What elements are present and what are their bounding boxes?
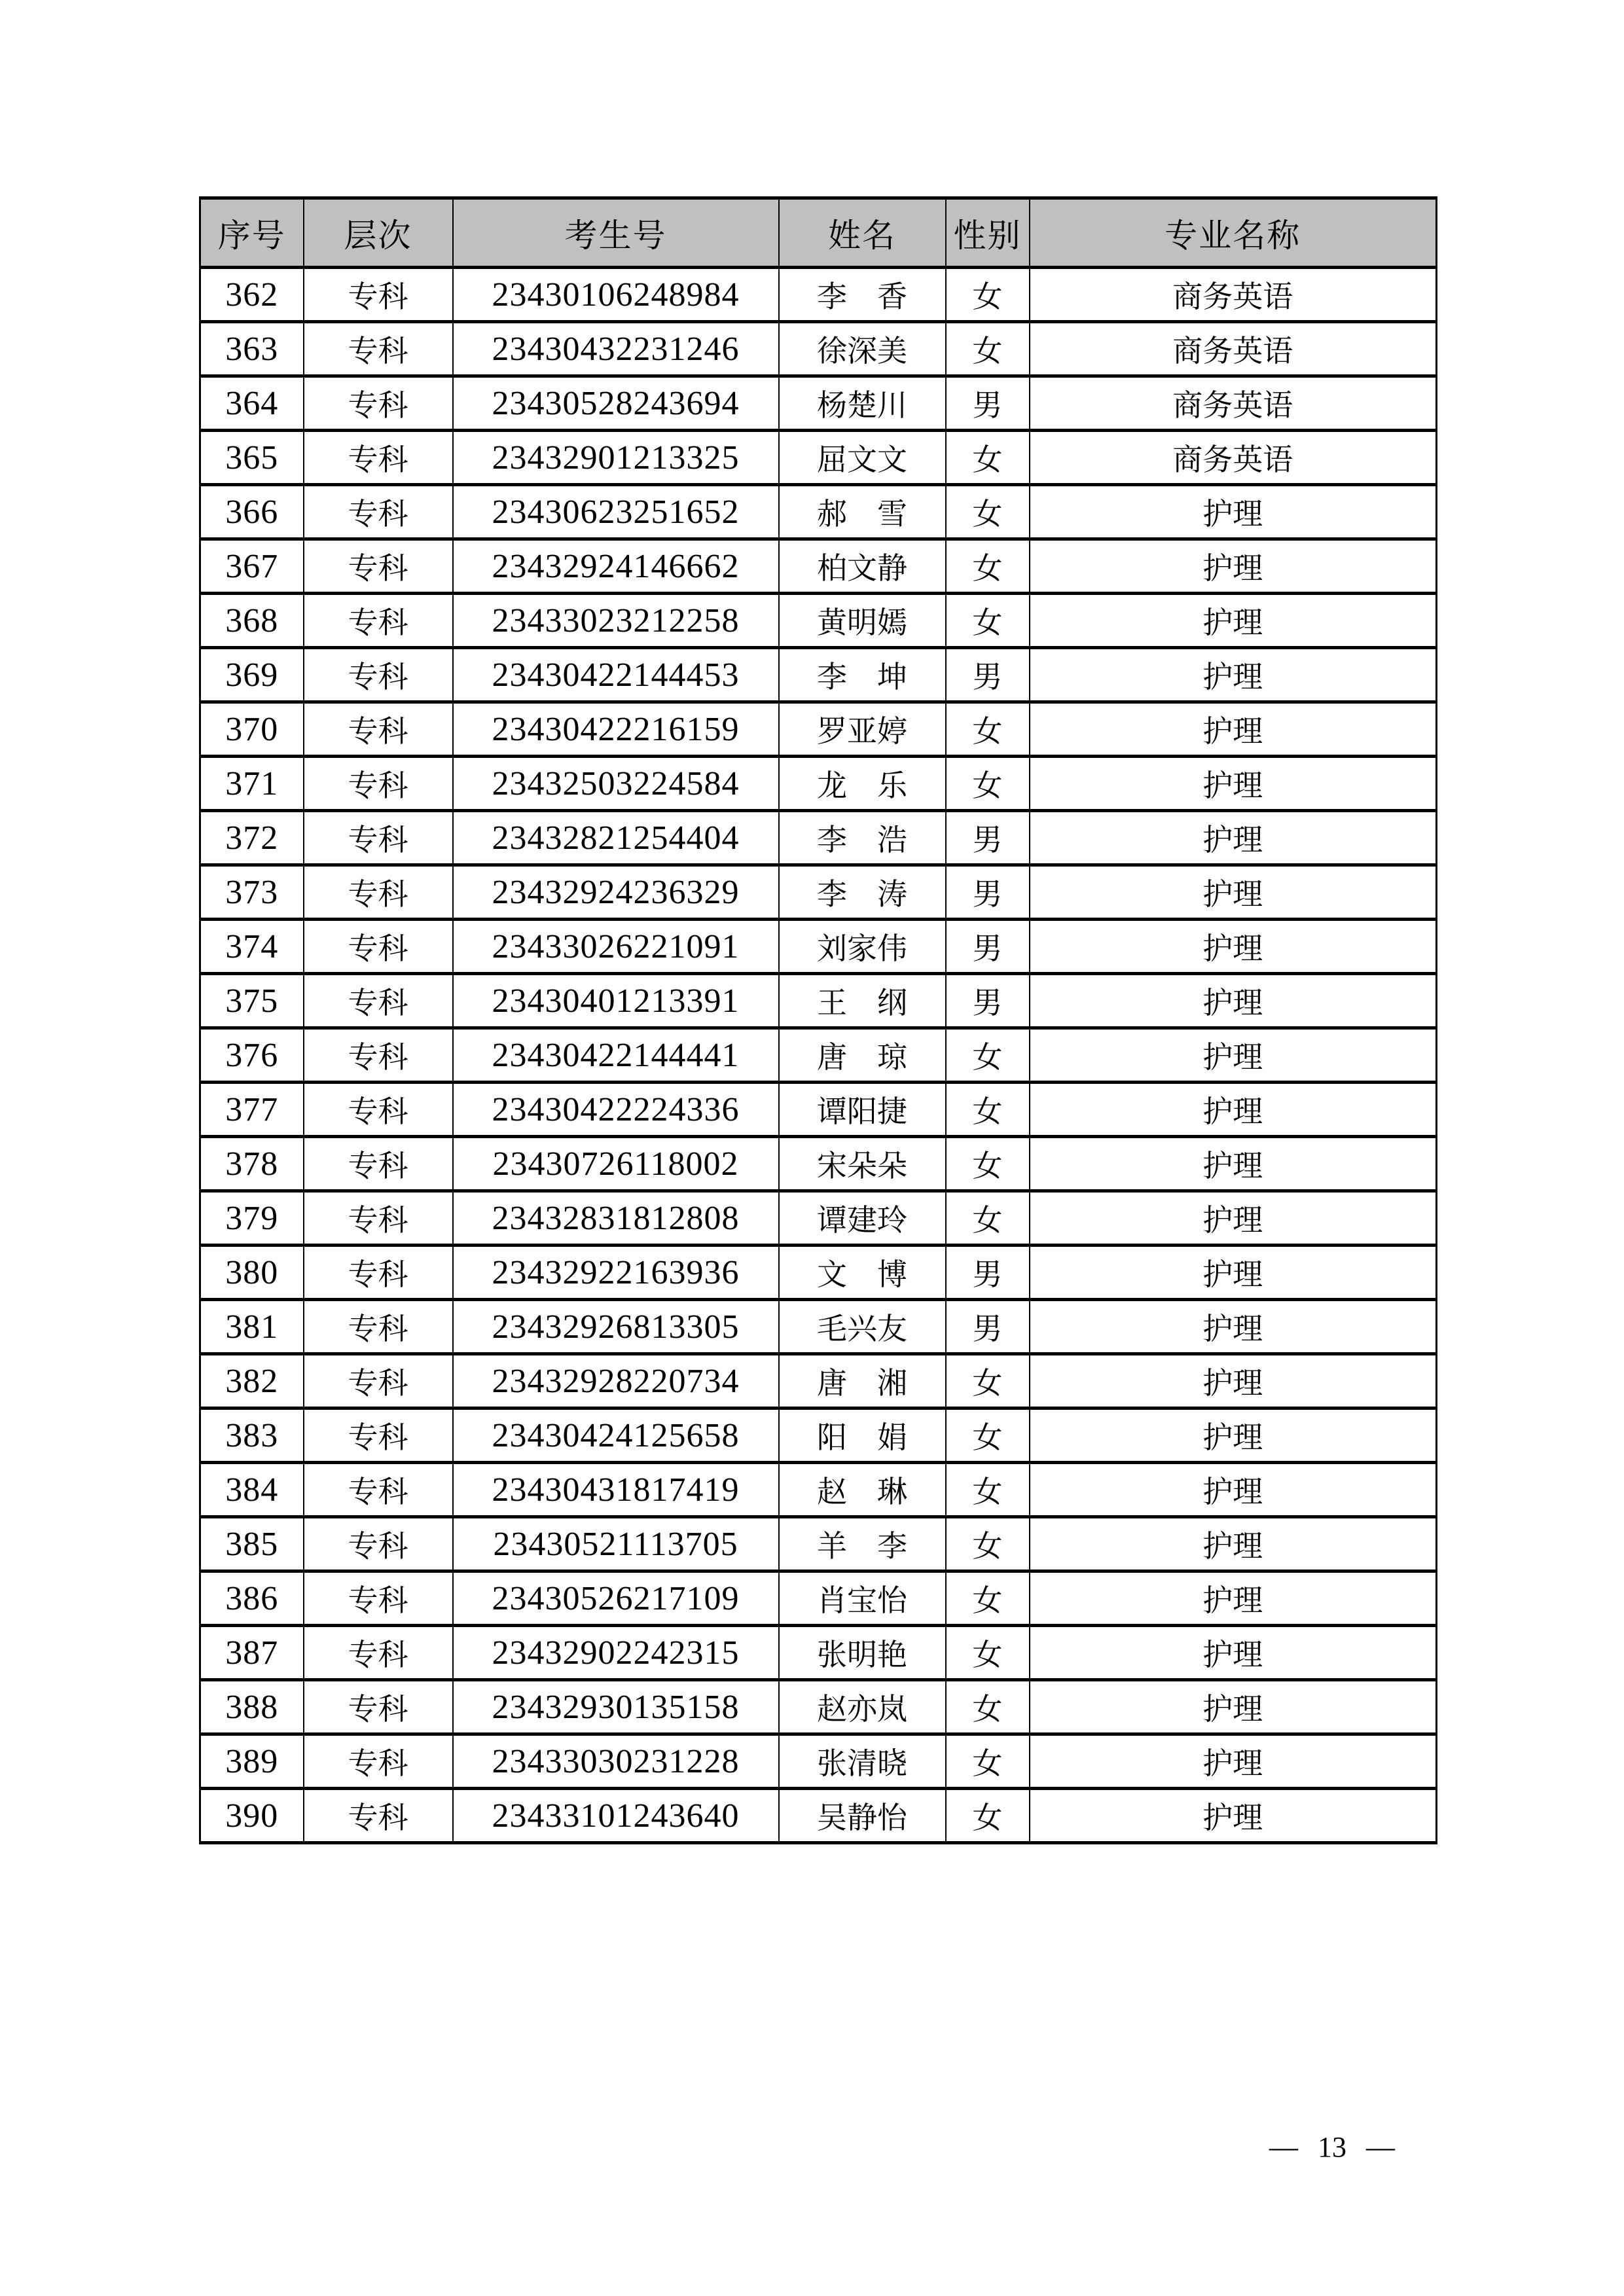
cell-exam-no: 23430623251652: [453, 485, 779, 539]
cell-major: 护理: [1030, 1517, 1437, 1571]
cell-major: 护理: [1030, 1246, 1437, 1300]
cell-level: 专科: [304, 1517, 453, 1571]
cell-exam-no: 23433101243640: [453, 1789, 779, 1843]
cell-exam-no: 23432503224584: [453, 757, 779, 811]
cell-major: 护理: [1030, 1408, 1437, 1463]
table-row: [200, 1300, 1437, 1354]
cell-seq: 385: [200, 1517, 304, 1571]
cell-name: 赵亦岚: [779, 1680, 946, 1734]
cell-name: 黄明嫣: [779, 594, 946, 648]
cell-name: 龙 乐: [779, 757, 946, 811]
table-row: [200, 1246, 1437, 1300]
cell-level: 专科: [304, 1300, 453, 1354]
cell-exam-no: 23430422216159: [453, 702, 779, 757]
cell-gender: 男: [946, 865, 1030, 920]
cell-level: 专科: [304, 1354, 453, 1408]
table-row: [200, 1083, 1437, 1137]
cell-seq: 378: [200, 1137, 304, 1191]
table-header-row: [200, 198, 1437, 268]
cell-major: 护理: [1030, 811, 1437, 865]
cell-level: 专科: [304, 1734, 453, 1789]
cell-name: 吴静怡: [779, 1789, 946, 1843]
footer-right-dash: —: [1366, 2131, 1395, 2163]
cell-exam-no: 23430726118002: [453, 1137, 779, 1191]
cell-exam-no: 23430422224336: [453, 1083, 779, 1137]
cell-seq: 388: [200, 1680, 304, 1734]
cell-seq: 381: [200, 1300, 304, 1354]
col-header-gender: 性别: [946, 198, 1030, 268]
table-row: [200, 376, 1437, 431]
cell-exam-no: 23433030231228: [453, 1734, 779, 1789]
cell-level: 专科: [304, 1083, 453, 1137]
cell-major: 商务英语: [1030, 431, 1437, 485]
cell-major: 护理: [1030, 1789, 1437, 1843]
cell-level: 专科: [304, 920, 453, 974]
cell-major: 护理: [1030, 485, 1437, 539]
cell-level: 专科: [304, 648, 453, 702]
cell-exam-no: 23430431817419: [453, 1463, 779, 1517]
cell-name: 王 纲: [779, 974, 946, 1028]
cell-seq: 364: [200, 376, 304, 431]
cell-gender: 女: [946, 1789, 1030, 1843]
cell-gender: 女: [946, 594, 1030, 648]
page-number: 13: [1318, 2131, 1346, 2163]
cell-gender: 女: [946, 431, 1030, 485]
cell-seq: 375: [200, 974, 304, 1028]
cell-exam-no: 23430422144453: [453, 648, 779, 702]
student-table: [199, 196, 1437, 1844]
cell-level: 专科: [304, 539, 453, 594]
cell-exam-no: 23430401213391: [453, 974, 779, 1028]
cell-gender: 女: [946, 1626, 1030, 1680]
cell-name: 张清晓: [779, 1734, 946, 1789]
cell-level: 专科: [304, 1680, 453, 1734]
cell-seq: 372: [200, 811, 304, 865]
cell-gender: 女: [946, 1680, 1030, 1734]
cell-exam-no: 23432901213325: [453, 431, 779, 485]
cell-gender: 女: [946, 268, 1030, 322]
table-row: [200, 485, 1437, 539]
cell-name: 阳 娟: [779, 1408, 946, 1463]
footer-left-dash: —: [1269, 2131, 1298, 2163]
cell-level: 专科: [304, 811, 453, 865]
cell-name: 李 香: [779, 268, 946, 322]
cell-name: 谭建玲: [779, 1191, 946, 1246]
cell-seq: 387: [200, 1626, 304, 1680]
table-row: [200, 1789, 1437, 1843]
cell-seq: 369: [200, 648, 304, 702]
cell-name: 李 涛: [779, 865, 946, 920]
cell-major: 商务英语: [1030, 268, 1437, 322]
cell-gender: 女: [946, 1137, 1030, 1191]
cell-gender: 女: [946, 1083, 1030, 1137]
col-header-major: 专业名称: [1030, 198, 1437, 268]
page-footer: [1247, 2130, 1417, 2164]
cell-name: 唐 湘: [779, 1354, 946, 1408]
cell-gender: 女: [946, 1734, 1030, 1789]
cell-exam-no: 23430526217109: [453, 1571, 779, 1626]
cell-gender: 男: [946, 974, 1030, 1028]
cell-major: 护理: [1030, 1571, 1437, 1626]
cell-exam-no: 23432926813305: [453, 1300, 779, 1354]
cell-name: 文 博: [779, 1246, 946, 1300]
cell-seq: 365: [200, 431, 304, 485]
cell-exam-no: 23430424125658: [453, 1408, 779, 1463]
cell-major: 商务英语: [1030, 322, 1437, 376]
cell-exam-no: 23432924236329: [453, 865, 779, 920]
cell-exam-no: 23432831812808: [453, 1191, 779, 1246]
cell-gender: 女: [946, 1028, 1030, 1083]
table-row: [200, 811, 1437, 865]
cell-seq: 382: [200, 1354, 304, 1408]
cell-major: 护理: [1030, 757, 1437, 811]
table-row: [200, 1626, 1437, 1680]
cell-seq: 367: [200, 539, 304, 594]
cell-exam-no: 23430106248984: [453, 268, 779, 322]
cell-level: 专科: [304, 702, 453, 757]
cell-name: 屈文文: [779, 431, 946, 485]
cell-name: 谭阳捷: [779, 1083, 946, 1137]
cell-level: 专科: [304, 1137, 453, 1191]
cell-major: 护理: [1030, 1191, 1437, 1246]
cell-name: 李 坤: [779, 648, 946, 702]
cell-major: 护理: [1030, 974, 1437, 1028]
cell-gender: 女: [946, 1408, 1030, 1463]
cell-level: 专科: [304, 322, 453, 376]
cell-level: 专科: [304, 268, 453, 322]
cell-exam-no: 23432930135158: [453, 1680, 779, 1734]
table-body: [200, 268, 1437, 1843]
cell-seq: 377: [200, 1083, 304, 1137]
cell-name: 刘家伟: [779, 920, 946, 974]
table-row: [200, 431, 1437, 485]
table-row: [200, 757, 1437, 811]
cell-major: 护理: [1030, 1354, 1437, 1408]
cell-exam-no: 23432922163936: [453, 1246, 779, 1300]
cell-major: 护理: [1030, 1626, 1437, 1680]
cell-level: 专科: [304, 865, 453, 920]
cell-exam-no: 23433023212258: [453, 594, 779, 648]
cell-gender: 女: [946, 485, 1030, 539]
table-row: [200, 539, 1437, 594]
cell-major: 护理: [1030, 1028, 1437, 1083]
cell-major: 护理: [1030, 1680, 1437, 1734]
table-row: [200, 1463, 1437, 1517]
cell-seq: 374: [200, 920, 304, 974]
cell-major: 护理: [1030, 1137, 1437, 1191]
cell-seq: 390: [200, 1789, 304, 1843]
cell-name: 宋朵朵: [779, 1137, 946, 1191]
cell-major: 护理: [1030, 648, 1437, 702]
cell-gender: 女: [946, 702, 1030, 757]
table-row: [200, 648, 1437, 702]
cell-seq: 368: [200, 594, 304, 648]
table-row: [200, 1354, 1437, 1408]
cell-gender: 女: [946, 539, 1030, 594]
col-header-name: 姓名: [779, 198, 946, 268]
table-row: [200, 702, 1437, 757]
cell-name: 毛兴友: [779, 1300, 946, 1354]
col-header-seq: 序号: [200, 198, 304, 268]
cell-seq: 362: [200, 268, 304, 322]
cell-level: 专科: [304, 1408, 453, 1463]
cell-exam-no: 23433026221091: [453, 920, 779, 974]
cell-major: 护理: [1030, 594, 1437, 648]
cell-seq: 379: [200, 1191, 304, 1246]
cell-level: 专科: [304, 1191, 453, 1246]
cell-exam-no: 23430521113705: [453, 1517, 779, 1571]
cell-name: 罗亚婷: [779, 702, 946, 757]
cell-exam-no: 23430422144441: [453, 1028, 779, 1083]
cell-gender: 女: [946, 1463, 1030, 1517]
cell-level: 专科: [304, 1463, 453, 1517]
cell-gender: 男: [946, 1246, 1030, 1300]
cell-exam-no: 23432928220734: [453, 1354, 779, 1408]
table-row: [200, 1191, 1437, 1246]
cell-seq: 370: [200, 702, 304, 757]
cell-name: 赵 琳: [779, 1463, 946, 1517]
col-header-exam-no: 考生号: [453, 198, 779, 268]
cell-seq: 366: [200, 485, 304, 539]
cell-seq: 389: [200, 1734, 304, 1789]
cell-exam-no: 23430528243694: [453, 376, 779, 431]
cell-level: 专科: [304, 1626, 453, 1680]
cell-level: 专科: [304, 1571, 453, 1626]
table-row: [200, 1680, 1437, 1734]
table-row: [200, 1734, 1437, 1789]
cell-gender: 男: [946, 648, 1030, 702]
cell-major: 护理: [1030, 920, 1437, 974]
cell-name: 柏文静: [779, 539, 946, 594]
cell-seq: 380: [200, 1246, 304, 1300]
table-row: [200, 974, 1437, 1028]
cell-exam-no: 23432821254404: [453, 811, 779, 865]
cell-name: 杨楚川: [779, 376, 946, 431]
table-row: [200, 594, 1437, 648]
cell-name: 羊 李: [779, 1517, 946, 1571]
table-row: [200, 920, 1437, 974]
cell-major: 护理: [1030, 1300, 1437, 1354]
cell-seq: 386: [200, 1571, 304, 1626]
cell-major: 护理: [1030, 702, 1437, 757]
cell-major: 护理: [1030, 865, 1437, 920]
cell-level: 专科: [304, 1246, 453, 1300]
cell-gender: 女: [946, 322, 1030, 376]
cell-gender: 女: [946, 1354, 1030, 1408]
cell-level: 专科: [304, 1028, 453, 1083]
cell-level: 专科: [304, 594, 453, 648]
table-row: [200, 1028, 1437, 1083]
cell-level: 专科: [304, 431, 453, 485]
cell-seq: 371: [200, 757, 304, 811]
table-row: [200, 1571, 1437, 1626]
table-row: [200, 1408, 1437, 1463]
cell-exam-no: 23432924146662: [453, 539, 779, 594]
cell-name: 徐深美: [779, 322, 946, 376]
cell-exam-no: 23432902242315: [453, 1626, 779, 1680]
cell-major: 护理: [1030, 1734, 1437, 1789]
cell-major: 护理: [1030, 1463, 1437, 1517]
cell-seq: 363: [200, 322, 304, 376]
cell-gender: 男: [946, 811, 1030, 865]
cell-major: 商务英语: [1030, 376, 1437, 431]
cell-seq: 384: [200, 1463, 304, 1517]
table-row: [200, 268, 1437, 322]
cell-exam-no: 23430432231246: [453, 322, 779, 376]
cell-level: 专科: [304, 376, 453, 431]
cell-gender: 女: [946, 1517, 1030, 1571]
table-row: [200, 1137, 1437, 1191]
cell-level: 专科: [304, 485, 453, 539]
cell-gender: 男: [946, 1300, 1030, 1354]
cell-level: 专科: [304, 1789, 453, 1843]
cell-name: 肖宝怡: [779, 1571, 946, 1626]
table-row: [200, 1517, 1437, 1571]
cell-name: 郝 雪: [779, 485, 946, 539]
cell-seq: 373: [200, 865, 304, 920]
col-header-level: 层次: [304, 198, 453, 268]
cell-name: 李 浩: [779, 811, 946, 865]
cell-level: 专科: [304, 757, 453, 811]
cell-seq: 376: [200, 1028, 304, 1083]
cell-gender: 女: [946, 1571, 1030, 1626]
table-row: [200, 322, 1437, 376]
cell-gender: 女: [946, 757, 1030, 811]
cell-major: 护理: [1030, 539, 1437, 594]
table-row: [200, 865, 1437, 920]
cell-seq: 383: [200, 1408, 304, 1463]
cell-name: 唐 琼: [779, 1028, 946, 1083]
cell-gender: 女: [946, 1191, 1030, 1246]
cell-major: 护理: [1030, 1083, 1437, 1137]
cell-level: 专科: [304, 974, 453, 1028]
cell-gender: 男: [946, 376, 1030, 431]
cell-name: 张明艳: [779, 1626, 946, 1680]
cell-gender: 男: [946, 920, 1030, 974]
